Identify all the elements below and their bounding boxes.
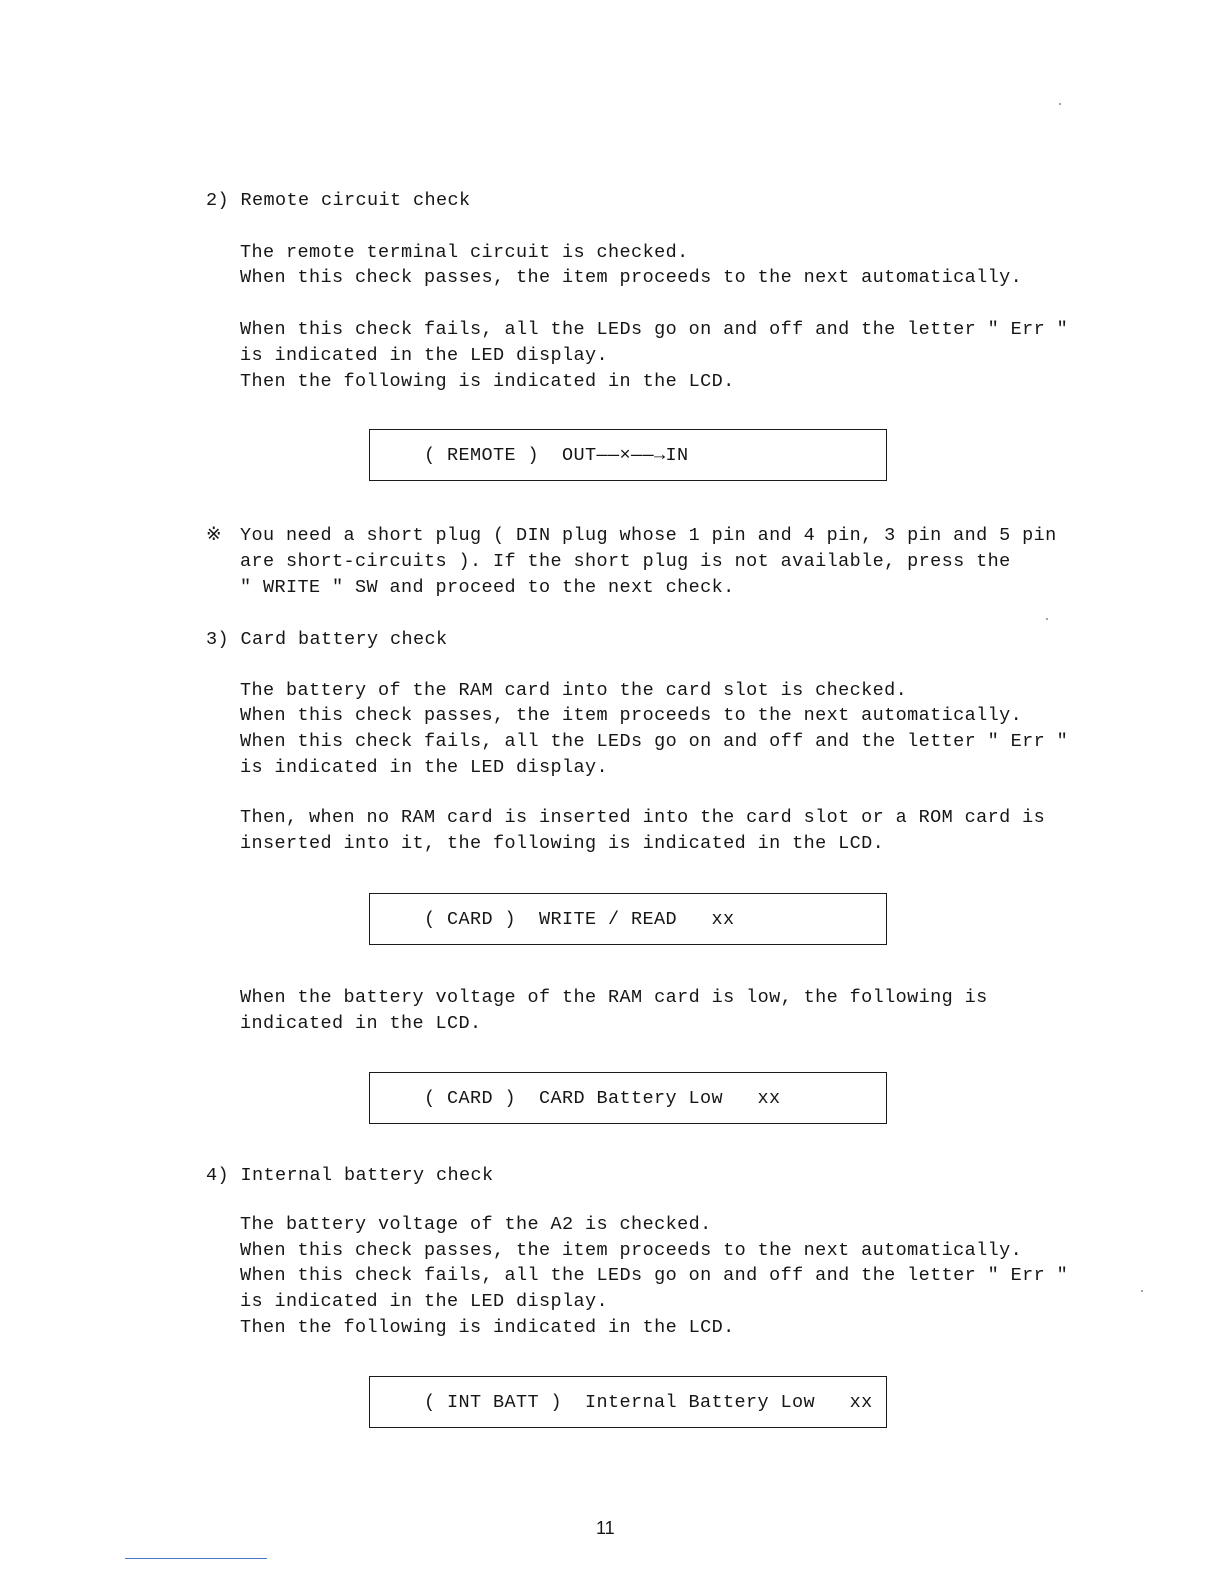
- remote-line-3: When this check fails, all the LEDs go on and off and the letter " Err ": [240, 319, 1069, 340]
- note-line-2: are short-circuits ). If the short plug is not available, press the: [240, 551, 1011, 572]
- lcd-text-card-write-read: ( CARD ) WRITE / READ xx: [424, 909, 735, 930]
- remote-heading: 2) Remote circuit check: [206, 190, 471, 211]
- lcd-box-card-write-read: [369, 893, 887, 945]
- card-line-1: The battery of the RAM card into the card slot is checked.: [240, 680, 908, 701]
- card-heading: 3) Card battery check: [206, 629, 448, 650]
- internal-line-5: Then the following is indicated in the LCD.: [240, 1317, 735, 1338]
- internal-line-3: When this check fails, all the LEDs go on and off and the letter " Err ": [240, 1265, 1069, 1286]
- internal-line-4: is indicated in the LED display.: [240, 1291, 609, 1312]
- lcd-text-card-battery-low: ( CARD ) CARD Battery Low xx: [424, 1088, 781, 1109]
- lcd-box-remote: [369, 429, 887, 481]
- card-line-6: inserted into it, the following is indicated in the LCD.: [240, 833, 885, 854]
- lcd-text-internal-battery: ( INT BATT ) Internal Battery Low xx: [424, 1392, 873, 1413]
- remote-line-2: When this check passes, the item proceeds to the next automatically.: [240, 267, 1023, 288]
- card-line-5: Then, when no RAM card is inserted into the card slot or a ROM card is: [240, 807, 1046, 828]
- internal-line-2: When this check passes, the item proceeds to the next automatically.: [240, 1240, 1023, 1261]
- scan-speck: [1046, 618, 1048, 620]
- card-line-4: is indicated in the LED display.: [240, 757, 609, 778]
- note-line-3: " WRITE " SW and proceed to the next check.: [240, 577, 735, 598]
- note-line-1: You need a short plug ( DIN plug whose 1 pin and 4 pin, 3 pin and 5 pin: [240, 525, 1057, 546]
- card-low-line-1: When the battery voltage of the RAM card is low, the following is: [240, 987, 988, 1008]
- scan-speck: [1141, 1290, 1143, 1292]
- internal-heading: 4) Internal battery check: [206, 1165, 494, 1186]
- remote-line-1: The remote terminal circuit is checked.: [240, 242, 689, 263]
- remote-line-4: is indicated in the LED display.: [240, 345, 609, 366]
- footer-rule: [125, 1558, 267, 1559]
- card-low-line-2: indicated in the LCD.: [240, 1013, 482, 1034]
- lcd-text-remote: ( REMOTE ) OUT——×——→IN: [424, 445, 689, 466]
- page-number: 11: [596, 1518, 615, 1538]
- lcd-box-internal-battery: [369, 1376, 887, 1428]
- scan-speck: [1059, 103, 1061, 105]
- internal-line-1: The battery voltage of the A2 is checked.: [240, 1214, 712, 1235]
- lcd-box-card-battery-low: [369, 1072, 887, 1124]
- reference-mark-icon: ※: [206, 525, 222, 546]
- card-line-2: When this check passes, the item proceeds to the next automatically.: [240, 705, 1023, 726]
- remote-line-5: Then the following is indicated in the LCD.: [240, 371, 735, 392]
- card-line-3: When this check fails, all the LEDs go on and off and the letter " Err ": [240, 731, 1069, 752]
